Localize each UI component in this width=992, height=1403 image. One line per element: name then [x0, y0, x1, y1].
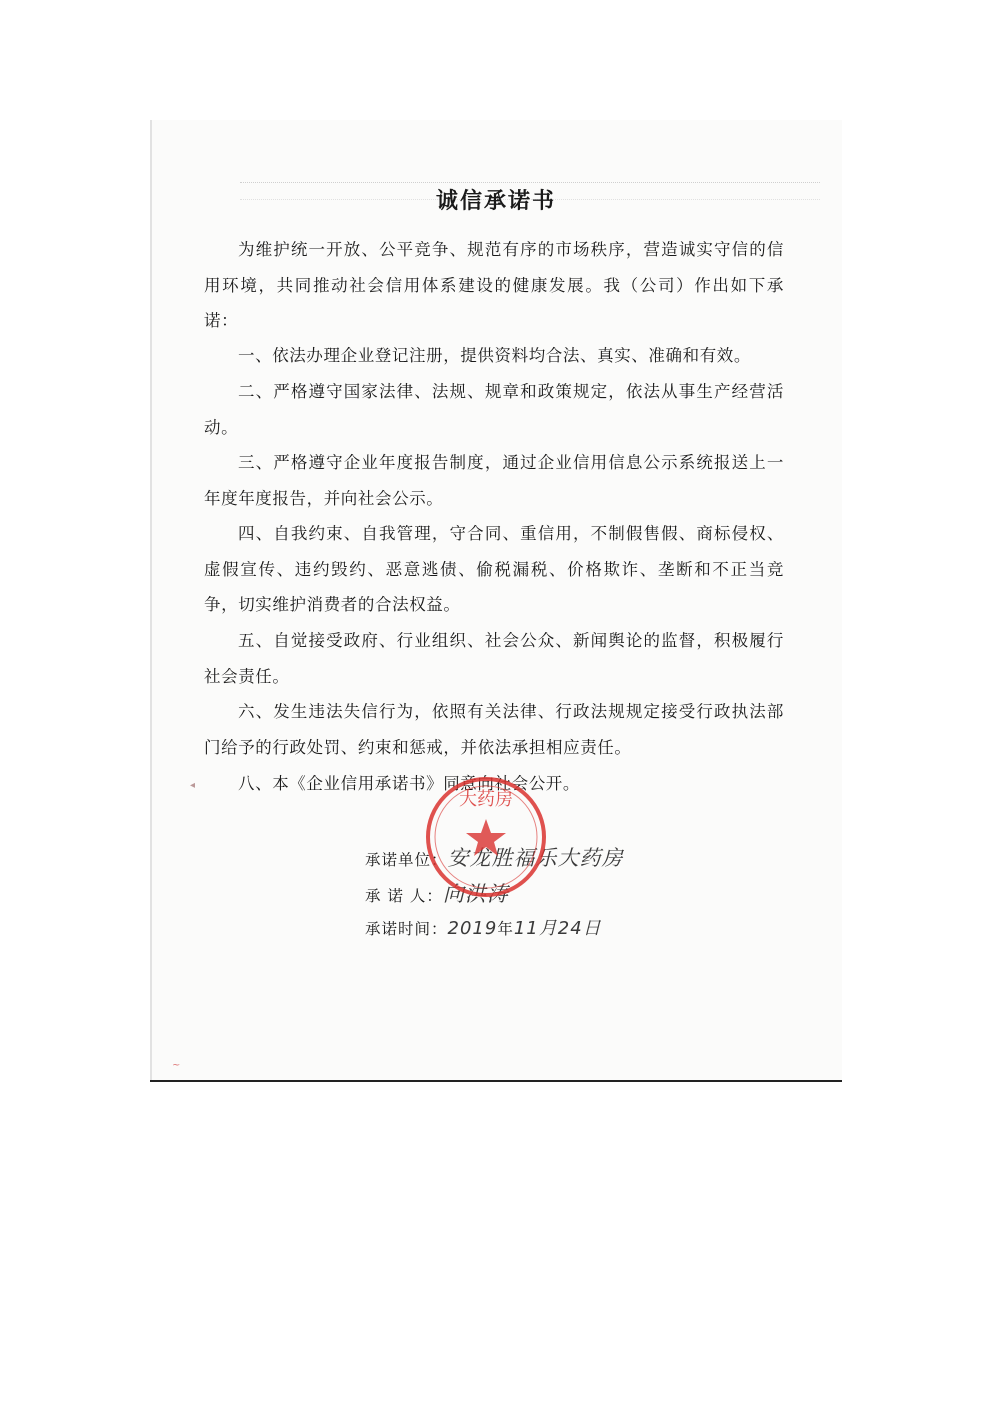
scan-speck: ~	[172, 1060, 181, 1071]
document-title: 诚信承诺书	[435, 188, 556, 214]
intro-paragraph: 为维护统一开放、公平竞争、规范有序的市场秩序，营造诚实守信的信用环境，共同推动社会信用体系建设的健康发展。我（公司）作出如下承诺：	[204, 240, 784, 330]
unit-label: 承诺单位：	[365, 851, 448, 869]
commitment-item-3: 三、严格遵守企业年度报告制度，通过企业信用信息公示系统报送上一年度年度报告，并向社会公示。	[204, 453, 784, 508]
commitment-item-1: 一、依法办理企业登记注册，提供资料均合法、真实、准确和有效。	[238, 346, 751, 365]
company-seal	[424, 775, 548, 899]
year-handwriting: 2019	[447, 918, 498, 939]
person-label: 承 诺 人：	[365, 887, 443, 905]
scanned-document	[150, 120, 842, 1082]
commitment-item-5: 五、自觉接受政府、行业组织、社会公众、新闻舆论的监督，积极履行社会责任。	[204, 631, 784, 686]
person-handwriting: 向洪涛	[442, 882, 509, 906]
month-day-handwriting: 11月24日	[513, 918, 602, 939]
commitment-item-4: 四、自我约束、自我管理，守合同、重信用，不制假售假、商标侵权、虚假宣传、违约毁约、恶意逃债、偷税漏税、价格欺诈、垄断和不正当竞争，切实维护消费者的合法权益。	[204, 524, 784, 614]
commitment-item-2: 二、严格遵守国家法律、法规、规章和政策规定，依法从事生产经营活动。	[204, 382, 784, 437]
commitment-item-8: 八、本《企业信用承诺书》同意向社会公开。	[238, 774, 580, 793]
unit-handwriting: 安龙胜福乐大药房	[447, 846, 624, 870]
year-suffix: 年	[497, 920, 514, 938]
scan-edge	[150, 120, 152, 1080]
seal-text: 大药房	[459, 789, 513, 810]
scan-speck: ◂	[190, 780, 196, 791]
commitment-item-6: 六、发生违法失信行为，依照有关法律、行政法规规定接受行政执法部门给予的行政处罚、约束和惩戒，并依法承担相应责任。	[204, 702, 784, 757]
date-label: 承诺时间：	[365, 920, 448, 938]
signature-date-row	[365, 914, 602, 940]
